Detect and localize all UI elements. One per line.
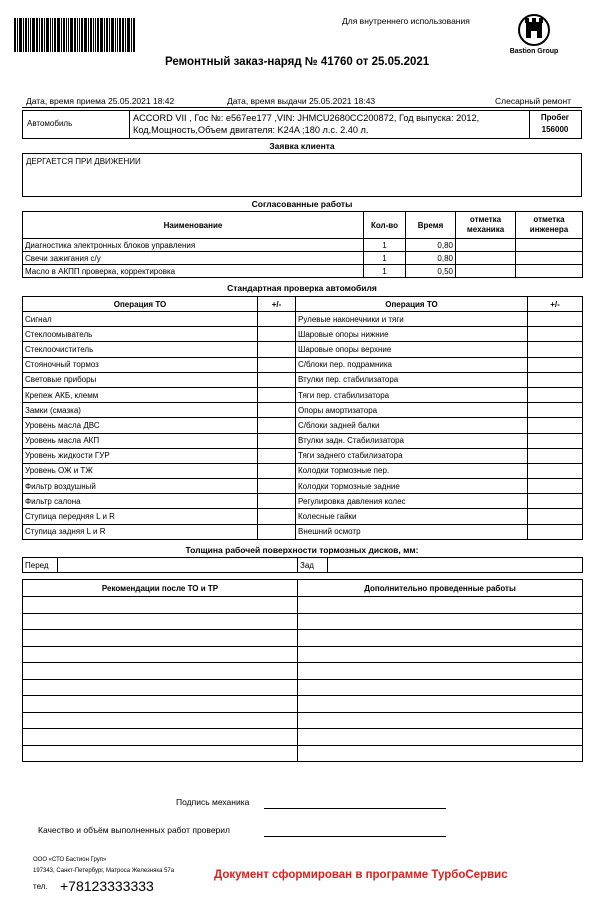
brakes-row [23,558,583,573]
repair-type: Слесарный ремонт [495,96,572,106]
inspection-op-right: С/блоки задней балки [296,418,528,433]
work-time: 0,50 [406,265,456,278]
request-box [22,153,582,197]
inspection-mark-left [258,448,296,463]
phone-label: тел. [33,882,48,891]
inspection-row [23,312,583,327]
company-name: ООО «СТО Бастион Груп» [33,857,107,863]
recommendations-title: Рекомендации после ТО и ТР [23,580,298,597]
inspection-mark-left [258,418,296,433]
inspection-mark-right [528,372,583,387]
work-time: 0,80 [406,239,456,252]
recommendation-cell [23,679,298,696]
recommendation-row [23,696,583,713]
inspection-op-left: Замки (смазка) [23,403,258,418]
inspection-op-right: Внешний осмотр [296,524,528,539]
request-text: ДЕРГАЕТСЯ ПРИ ДВИЖЕНИИ [26,157,141,166]
works-header-engineer: отметка инженера [516,212,583,239]
inspection-op-right: Колесные гайки [296,509,528,524]
recommendation-row [23,630,583,647]
recommendation-cell [23,630,298,647]
generated-by-note: Документ сформирован в программе ТурбоСервис [214,869,508,881]
mechanic-signature-label: Подпись механика [176,797,250,807]
works-header-qty: Кол-во [364,212,406,239]
inspection-row [23,357,583,372]
inspection-mark-right [528,403,583,418]
work-name: Масло в АКПП проверка, корректировка [23,265,364,278]
inspection-title: Стандартная проверка автомобиля [227,283,377,293]
works-header-row [23,212,583,239]
recommendation-cell [23,745,298,762]
inspection-op-left: Ступица передняя L и R [23,509,258,524]
recommendation-row [23,646,583,663]
brakes-front-value [58,558,298,573]
recommendation-row [23,729,583,746]
inspection-row [23,387,583,402]
inspection-header-op-right: Операция ТО [296,297,528,312]
works-header-mechanic: отметка механика [456,212,516,239]
inspection-op-left: Сигнал [23,312,258,327]
car-details: ACCORD VII , Гос №: е567ее177 ,VIN: JHMCU2680CC200872, Год выпуска: 2012, Код,Мощность,Объем двигателя: K24A ;180 л.с. 2.40 л. [133,113,480,135]
additional-work-cell [298,663,583,680]
inspection-mark-right [528,312,583,327]
inspection-header-op-left: Операция ТО [23,297,258,312]
brakes-table [22,557,583,573]
inspection-mark-right [528,357,583,372]
mileage-value: 156000 [541,125,569,134]
page-title: Ремонтный заказ-наряд № 41760 от 25.05.2021 [165,56,430,68]
additional-work-cell [298,729,583,746]
inspection-op-right: Опоры амортизатора [296,403,528,418]
inspection-row [23,433,583,448]
brakes-rear-value [328,558,583,573]
company-address: 197343, Санкт-Петербург, Матроса Железняка 57а [33,868,175,874]
brakes-title: Толщина рабочей поверхности тормозных дисков, мм: [185,545,419,555]
work-name: Диагностика электронных блоков управления [23,239,364,252]
inspection-op-right: Тяги пер. стабилизатора [296,387,528,402]
received-date: Дата, время приема 25.05.2021 18:42 [26,96,175,106]
inspection-row [23,327,583,342]
works-table [22,211,583,278]
inspection-row [23,494,583,509]
inspection-mark-left [258,479,296,494]
work-qty: 1 [364,265,406,278]
additional-work-cell [298,597,583,614]
inspection-mark-left [258,463,296,478]
company-logo [498,12,570,60]
inspection-op-left: Стояночный тормоз [23,357,258,372]
recommendation-cell [23,597,298,614]
inspection-op-right: Шаровые опоры нижние [296,327,528,342]
inspection-header-row [23,297,583,312]
works-row [23,265,583,278]
inspection-mark-right [528,433,583,448]
phone-number: +78123333333 [60,878,154,894]
inspection-mark-right [528,387,583,402]
inspection-op-right: Колодки тормозные пер. [296,463,528,478]
recommendation-row [23,597,583,614]
car-box [22,110,582,139]
inspection-op-left: Крепеж АКБ, клемм [23,387,258,402]
inspection-op-left: Фильтр воздушный [23,479,258,494]
inspection-mark-right [528,463,583,478]
works-title: Согласованные работы [251,199,353,209]
work-time: 0,80 [406,252,456,265]
inspection-mark-right [528,327,583,342]
inspection-mark-left [258,387,296,402]
inspection-mark-left [258,312,296,327]
additional-works-title: Дополнительно проведенные работы [298,580,583,597]
inspection-op-left: Уровень жидкости ГУР [23,448,258,463]
internal-use-note: Для внутреннего использования [342,16,470,26]
inspection-op-right: Втулки задн. Стабилизатора [296,433,528,448]
recommendation-cell [23,663,298,680]
inspection-mark-left [258,357,296,372]
inspection-op-left: Уровень масла ДВС [23,418,258,433]
request-title: Заявка клиента [269,141,335,151]
inspection-mark-left [258,433,296,448]
inspection-table [22,296,583,540]
inspection-row [23,479,583,494]
inspection-mark-left [258,509,296,524]
inspection-header-mark-right: +/- [528,297,583,312]
issued-date: Дата, время выдачи 25.05.2021 18:43 [227,96,376,106]
inspection-op-left: Фильтр салона [23,494,258,509]
inspection-op-right: С/блоки пер. подрамника [296,357,528,372]
inspection-op-left: Световые приборы [23,372,258,387]
inspection-mark-right [528,342,583,357]
inspection-op-left: Уровень ОЖ и ТЖ [23,463,258,478]
inspection-mark-left [258,372,296,387]
additional-work-cell [298,696,583,713]
works-row [23,252,583,265]
works-header-name: Наименование [23,212,364,239]
car-label: Автомобиль [27,119,73,128]
inspection-mark-right [528,418,583,433]
logo-text: Bastion Group [509,48,559,55]
mechanic-signature-line [264,808,446,809]
recommendations-table [22,579,583,762]
inspection-row [23,342,583,357]
recommendation-cell [23,613,298,630]
mileage-label: Пробег [540,113,570,122]
quality-check-label: Качество и объём выполненных работ проверил [38,825,230,835]
inspection-mark-right [528,479,583,494]
additional-work-cell [298,613,583,630]
quality-check-line [264,836,446,837]
date-underline [22,107,582,108]
inspection-row [23,448,583,463]
inspection-op-right: Регулировка давления колес [296,494,528,509]
inspection-row [23,509,583,524]
additional-work-cell [298,745,583,762]
barcode [14,18,164,52]
recommendation-row [23,663,583,680]
works-row [23,239,583,252]
inspection-mark-left [258,403,296,418]
work-qty: 1 [364,239,406,252]
inspection-mark-left [258,494,296,509]
recommendation-row [23,613,583,630]
inspection-mark-right [528,509,583,524]
inspection-mark-right [528,494,583,509]
inspection-header-mark-left: +/- [258,297,296,312]
recommendation-cell [23,646,298,663]
recommendation-cell [23,729,298,746]
inspection-op-right: Рулевые наконечники и тяги [296,312,528,327]
works-header-time: Время [406,212,456,239]
inspection-mark-left [258,327,296,342]
inspection-op-right: Втулки пер. стабилизатора [296,372,528,387]
additional-work-cell [298,646,583,663]
inspection-op-right: Тяги заднего стабилизатора [296,448,528,463]
recommendation-row [23,745,583,762]
inspection-row [23,524,583,539]
brakes-rear-label: Зад [298,558,328,573]
inspection-op-right: Колодки тормозные задние [296,479,528,494]
recommendation-row [23,679,583,696]
inspection-op-left: Стеклоочиститель [23,342,258,357]
inspection-mark-right [528,524,583,539]
recommendations-header-row [23,580,583,597]
inspection-row [23,372,583,387]
additional-work-cell [298,712,583,729]
inspection-mark-left [258,524,296,539]
additional-work-cell [298,679,583,696]
inspection-op-left: Ступица задняя L и R [23,524,258,539]
inspection-row [23,403,583,418]
inspection-op-left: Стеклоомыватель [23,327,258,342]
work-name: Свечи зажигания с/у [23,252,364,265]
inspection-row [23,463,583,478]
inspection-mark-right [528,448,583,463]
recommendation-cell [23,696,298,713]
inspection-row [23,418,583,433]
work-qty: 1 [364,252,406,265]
inspection-op-right: Шаровые опоры верхние [296,342,528,357]
recommendation-row [23,712,583,729]
additional-work-cell [298,630,583,647]
inspection-mark-left [258,342,296,357]
inspection-op-left: Уровень масла АКП [23,433,258,448]
recommendation-cell [23,712,298,729]
brakes-front-label: Перед [23,558,58,573]
